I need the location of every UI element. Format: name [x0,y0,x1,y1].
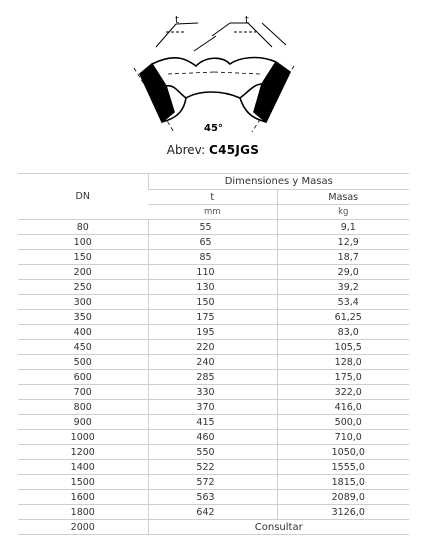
cell-dn: 450 [18,340,148,355]
cell-dn: 1600 [18,490,148,505]
fitting-drawing [0,0,426,170]
cell-t: 150 [148,295,277,310]
cell-t: 572 [148,475,277,490]
unit-mass: kg [277,205,409,220]
cell-t: 195 [148,325,277,340]
table-row [18,430,409,445]
cell-mass: 83,0 [277,325,409,340]
cell-dn: 1400 [18,460,148,475]
table-row [18,250,409,265]
dimension-label-right: t [245,15,249,26]
cell-t: 240 [148,355,277,370]
abbreviation-prefix: Abrev: [166,143,206,157]
cell-dn: 1000 [18,430,148,445]
cell-mass: 416,0 [277,400,409,415]
cell-mass: 9,1 [277,220,409,235]
cell-dn: 80 [18,220,148,235]
cell-mass: 61,25 [277,310,409,325]
cell-t: 175 [148,310,277,325]
cell-mass: 12,9 [277,235,409,250]
header-t: t [148,190,277,205]
cell-mass: 1815,0 [277,475,409,490]
table-row [18,235,409,250]
cell-dn: 300 [18,295,148,310]
header-dn: DN [18,174,148,220]
table-row [18,340,409,355]
cell-t: 460 [148,430,277,445]
cell-dn: 1500 [18,475,148,490]
elbow-45-drawing [126,14,301,134]
cell-t: 110 [148,265,277,280]
angle-label: 45° [204,123,223,134]
cell-t: 65 [148,235,277,250]
table-row [18,505,409,520]
cell-dn: 350 [18,310,148,325]
cell-dn: 900 [18,415,148,430]
cell-mass: 3126,0 [277,505,409,520]
cell-t: 563 [148,490,277,505]
cell-mass: 500,0 [277,415,409,430]
table-row [18,415,409,430]
table-row [18,220,409,235]
cell-t: 55 [148,220,277,235]
table-header-row [18,174,409,190]
table-row [18,460,409,475]
cell-dn: 800 [18,400,148,415]
cell-t: 522 [148,460,277,475]
cell-mass: 710,0 [277,430,409,445]
table-row [18,325,409,340]
table-row [18,475,409,490]
cell-dn: 150 [18,250,148,265]
cell-mass: 105,5 [277,340,409,355]
dimension-label-left: t [175,15,179,26]
cell-dn: 1200 [18,445,148,460]
cell-t: 642 [148,505,277,520]
cell-dn: 1800 [18,505,148,520]
cell-t: 415 [148,415,277,430]
cell-dn: 400 [18,325,148,340]
cell-dn: 250 [18,280,148,295]
table-row [18,445,409,460]
cell-dn: 600 [18,370,148,385]
table-row [18,490,409,505]
cell-dn: 2000 [18,520,148,535]
cell-mass: 1555,0 [277,460,409,475]
table-row [18,355,409,370]
table-row [18,400,409,415]
cell-t: 370 [148,400,277,415]
cell-note: Consultar [148,520,409,535]
table-row [18,265,409,280]
abbreviation-code: C45JGS [208,143,260,157]
cell-mass: 29,0 [277,265,409,280]
cell-t: 130 [148,280,277,295]
cell-dn: 100 [18,235,148,250]
cell-t: 85 [148,250,277,265]
cell-mass: 53,4 [277,295,409,310]
cell-mass: 1050,0 [277,445,409,460]
table-row-last [18,520,409,535]
cell-t: 220 [148,340,277,355]
table-row [18,370,409,385]
table-row [18,385,409,400]
cell-mass: 322,0 [277,385,409,400]
cell-t: 550 [148,445,277,460]
cell-dn: 700 [18,385,148,400]
header-group: Dimensiones y Masas [148,174,409,190]
cell-mass: 2089,0 [277,490,409,505]
abbreviation-line [0,143,426,157]
cell-mass: 39,2 [277,280,409,295]
table-row [18,295,409,310]
cell-mass: 128,0 [277,355,409,370]
header-mass: Masas [277,190,409,205]
cell-dn: 500 [18,355,148,370]
cell-t: 330 [148,385,277,400]
cell-mass: 18,7 [277,250,409,265]
dimensions-table [18,173,409,535]
cell-t: 285 [148,370,277,385]
table-row [18,280,409,295]
table-row [18,310,409,325]
unit-t: mm [148,205,277,220]
cell-mass: 175,0 [277,370,409,385]
cell-dn: 200 [18,265,148,280]
